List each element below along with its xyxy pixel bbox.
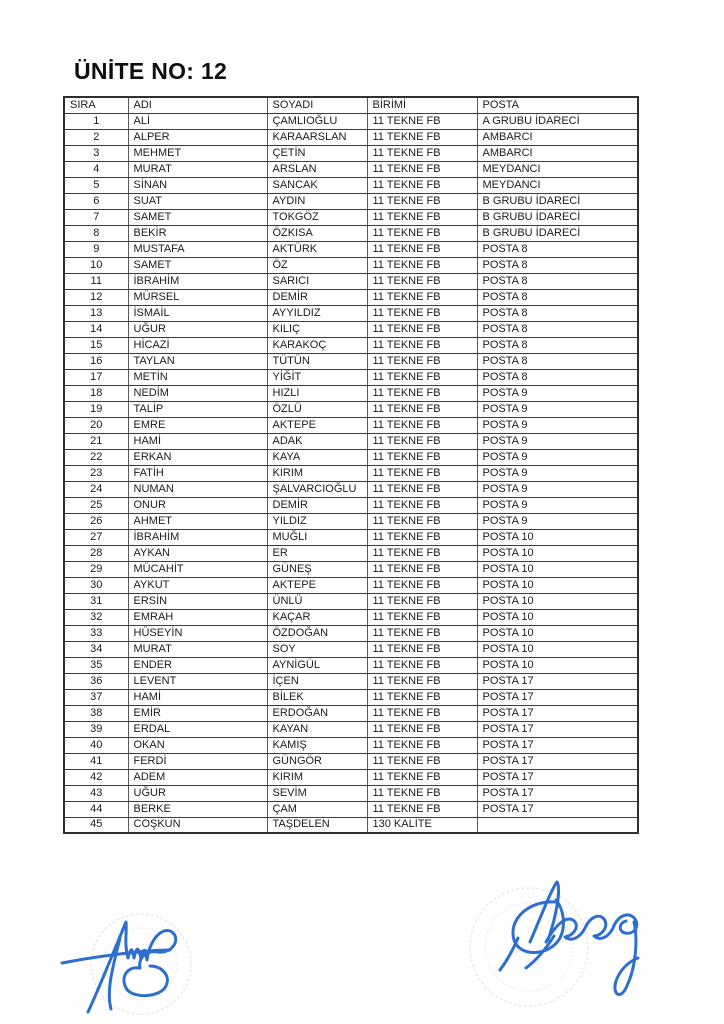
table-row	[64, 193, 638, 209]
cell-sira: 8	[64, 225, 128, 241]
column-header-birimi: BİRİMİ	[367, 97, 477, 113]
table-row	[64, 369, 638, 385]
cell-birimi: 11 TEKNE FB	[367, 753, 477, 769]
cell-adi: COŞKUN	[128, 817, 267, 833]
cell-birimi: 11 TEKNE FB	[367, 465, 477, 481]
cell-sira: 31	[64, 593, 128, 609]
cell-posta: POSTA 9	[477, 513, 638, 529]
cell-soyadi: BİLEK	[267, 689, 367, 705]
table-row	[64, 785, 638, 801]
cell-soyadi: KARAARSLAN	[267, 129, 367, 145]
cell-posta: POSTA 8	[477, 273, 638, 289]
cell-soyadi: ÖZKISA	[267, 225, 367, 241]
cell-posta: B GRUBU İDARECİ	[477, 193, 638, 209]
cell-adi: SUAT	[128, 193, 267, 209]
cell-birimi: 11 TEKNE FB	[367, 609, 477, 625]
cell-adi: HÜSEYİN	[128, 625, 267, 641]
cell-posta: POSTA 9	[477, 433, 638, 449]
cell-posta: POSTA 8	[477, 353, 638, 369]
cell-soyadi: KIRIM	[267, 465, 367, 481]
cell-adi: NUMAN	[128, 481, 267, 497]
cell-birimi: 11 TEKNE FB	[367, 561, 477, 577]
cell-sira: 7	[64, 209, 128, 225]
cell-birimi: 11 TEKNE FB	[367, 289, 477, 305]
cell-adi: EMİR	[128, 705, 267, 721]
cell-birimi: 11 TEKNE FB	[367, 625, 477, 641]
table-row	[64, 449, 638, 465]
cell-soyadi: İÇEN	[267, 673, 367, 689]
cell-birimi: 11 TEKNE FB	[367, 449, 477, 465]
cell-soyadi: YILDIZ	[267, 513, 367, 529]
cell-adi: ERKAN	[128, 449, 267, 465]
cell-soyadi: KARAKOÇ	[267, 337, 367, 353]
cell-birimi: 11 TEKNE FB	[367, 577, 477, 593]
cell-soyadi: KILIÇ	[267, 321, 367, 337]
column-header-posta: POSTA	[477, 97, 638, 113]
cell-adi: ONUR	[128, 497, 267, 513]
cell-sira: 6	[64, 193, 128, 209]
cell-soyadi: KAYA	[267, 449, 367, 465]
cell-posta: POSTA 17	[477, 721, 638, 737]
cell-sira: 29	[64, 561, 128, 577]
cell-adi: HİCAZİ	[128, 337, 267, 353]
cell-posta: MEYDANCI	[477, 177, 638, 193]
cell-birimi: 11 TEKNE FB	[367, 385, 477, 401]
cell-sira: 43	[64, 785, 128, 801]
cell-birimi: 11 TEKNE FB	[367, 497, 477, 513]
cell-birimi: 11 TEKNE FB	[367, 225, 477, 241]
cell-soyadi: ÖZ	[267, 257, 367, 273]
cell-sira: 19	[64, 401, 128, 417]
cell-soyadi: ŞALVARCIOĞLU	[267, 481, 367, 497]
table-row	[64, 593, 638, 609]
table-row	[64, 417, 638, 433]
cell-birimi: 11 TEKNE FB	[367, 529, 477, 545]
cell-soyadi: ÜNLÜ	[267, 593, 367, 609]
table-row	[64, 241, 638, 257]
table-row	[64, 161, 638, 177]
cell-posta: POSTA 10	[477, 657, 638, 673]
cell-adi: MÜCAHİT	[128, 561, 267, 577]
cell-posta: POSTA 8	[477, 337, 638, 353]
cell-posta: POSTA 17	[477, 673, 638, 689]
cell-adi: EMRE	[128, 417, 267, 433]
page-title: ÜNİTE NO: 12	[74, 58, 228, 84]
cell-sira: 1	[64, 113, 128, 129]
cell-soyadi: AKTÜRK	[267, 241, 367, 257]
table-row	[64, 513, 638, 529]
cell-sira: 26	[64, 513, 128, 529]
cell-birimi: 11 TEKNE FB	[367, 481, 477, 497]
cell-soyadi: AKTEPE	[267, 577, 367, 593]
cell-adi: AYKAN	[128, 545, 267, 561]
table-row	[64, 337, 638, 353]
cell-sira: 11	[64, 273, 128, 289]
cell-sira: 41	[64, 753, 128, 769]
cell-adi: BERKE	[128, 801, 267, 817]
cell-birimi: 11 TEKNE FB	[367, 401, 477, 417]
cell-posta: POSTA 10	[477, 577, 638, 593]
cell-soyadi: ÖZDOĞAN	[267, 625, 367, 641]
cell-birimi: 11 TEKNE FB	[367, 353, 477, 369]
table-row	[64, 753, 638, 769]
cell-posta: POSTA 9	[477, 449, 638, 465]
cell-birimi: 11 TEKNE FB	[367, 433, 477, 449]
cell-soyadi: HIZLI	[267, 385, 367, 401]
cell-soyadi: AKTEPE	[267, 417, 367, 433]
table-row	[64, 225, 638, 241]
cell-posta: POSTA 9	[477, 497, 638, 513]
table-row	[64, 113, 638, 129]
cell-adi: EMRAH	[128, 609, 267, 625]
cell-adi: ALPER	[128, 129, 267, 145]
cell-posta: POSTA 9	[477, 417, 638, 433]
cell-sira: 30	[64, 577, 128, 593]
cell-sira: 35	[64, 657, 128, 673]
cell-posta: AMBARCI	[477, 145, 638, 161]
cell-soyadi: GÜNEŞ	[267, 561, 367, 577]
cell-posta: MEYDANCI	[477, 161, 638, 177]
cell-adi: BEKİR	[128, 225, 267, 241]
cell-sira: 12	[64, 289, 128, 305]
cell-posta: POSTA 10	[477, 545, 638, 561]
table-row	[64, 289, 638, 305]
cell-soyadi: ER	[267, 545, 367, 561]
cell-soyadi: DEMİR	[267, 289, 367, 305]
table-row	[64, 273, 638, 289]
cell-soyadi: KIRIM	[267, 769, 367, 785]
cell-birimi: 11 TEKNE FB	[367, 305, 477, 321]
cell-posta: AMBARCI	[477, 129, 638, 145]
cell-soyadi: YİĞİT	[267, 369, 367, 385]
table-row	[64, 657, 638, 673]
signature-right	[468, 878, 668, 1023]
cell-sira: 39	[64, 721, 128, 737]
cell-birimi: 11 TEKNE FB	[367, 721, 477, 737]
cell-soyadi: ÇAMLIOĞLU	[267, 113, 367, 129]
table-row	[64, 385, 638, 401]
cell-adi: TAYLAN	[128, 353, 267, 369]
cell-birimi: 11 TEKNE FB	[367, 209, 477, 225]
cell-birimi: 11 TEKNE FB	[367, 673, 477, 689]
cell-sira: 10	[64, 257, 128, 273]
cell-soyadi: TAŞDELEN	[267, 817, 367, 833]
table-row	[64, 561, 638, 577]
cell-adi: FERDİ	[128, 753, 267, 769]
cell-birimi: 11 TEKNE FB	[367, 257, 477, 273]
table-row	[64, 737, 638, 753]
cell-birimi: 11 TEKNE FB	[367, 785, 477, 801]
cell-posta: POSTA 17	[477, 737, 638, 753]
cell-birimi: 130 KALİTE	[367, 817, 477, 833]
table-row	[64, 545, 638, 561]
cell-adi: SAMET	[128, 257, 267, 273]
table-header-row	[64, 97, 638, 113]
cell-posta: POSTA 8	[477, 241, 638, 257]
cell-sira: 16	[64, 353, 128, 369]
cell-posta: POSTA 9	[477, 465, 638, 481]
cell-soyadi: ADAK	[267, 433, 367, 449]
table-row	[64, 721, 638, 737]
cell-posta: POSTA 17	[477, 801, 638, 817]
roster-table	[63, 96, 639, 834]
cell-birimi: 11 TEKNE FB	[367, 417, 477, 433]
cell-birimi: 11 TEKNE FB	[367, 145, 477, 161]
signature-left	[58, 906, 188, 1016]
cell-adi: İBRAHİM	[128, 529, 267, 545]
table-row	[64, 817, 638, 833]
cell-birimi: 11 TEKNE FB	[367, 369, 477, 385]
cell-birimi: 11 TEKNE FB	[367, 801, 477, 817]
cell-adi: MÜRSEL	[128, 289, 267, 305]
cell-sira: 14	[64, 321, 128, 337]
cell-sira: 40	[64, 737, 128, 753]
table-row	[64, 433, 638, 449]
cell-posta: POSTA 9	[477, 385, 638, 401]
cell-sira: 44	[64, 801, 128, 817]
cell-posta: B GRUBU İDARECİ	[477, 225, 638, 241]
cell-adi: HAMİ	[128, 689, 267, 705]
cell-birimi: 11 TEKNE FB	[367, 273, 477, 289]
cell-adi: MURAT	[128, 641, 267, 657]
cell-soyadi: ÇAM	[267, 801, 367, 817]
cell-soyadi: GÜNGÖR	[267, 753, 367, 769]
cell-adi: LEVENT	[128, 673, 267, 689]
table-row	[64, 625, 638, 641]
table-row	[64, 641, 638, 657]
cell-soyadi: ARSLAN	[267, 161, 367, 177]
cell-soyadi: SEVİM	[267, 785, 367, 801]
cell-posta: POSTA 8	[477, 321, 638, 337]
cell-sira: 23	[64, 465, 128, 481]
table-row	[64, 465, 638, 481]
cell-sira: 2	[64, 129, 128, 145]
cell-adi: SAMET	[128, 209, 267, 225]
cell-posta: POSTA 10	[477, 625, 638, 641]
cell-adi: İSMAİL	[128, 305, 267, 321]
cell-birimi: 11 TEKNE FB	[367, 161, 477, 177]
cell-posta	[477, 817, 638, 833]
cell-birimi: 11 TEKNE FB	[367, 689, 477, 705]
cell-sira: 4	[64, 161, 128, 177]
cell-posta: POSTA 10	[477, 593, 638, 609]
cell-posta: POSTA 8	[477, 369, 638, 385]
cell-adi: MEHMET	[128, 145, 267, 161]
cell-adi: METİN	[128, 369, 267, 385]
table-row	[64, 497, 638, 513]
cell-soyadi: AYNİGÜL	[267, 657, 367, 673]
cell-adi: UĞUR	[128, 321, 267, 337]
cell-adi: ENDER	[128, 657, 267, 673]
cell-birimi: 11 TEKNE FB	[367, 593, 477, 609]
cell-birimi: 11 TEKNE FB	[367, 657, 477, 673]
cell-sira: 42	[64, 769, 128, 785]
cell-posta: POSTA 17	[477, 753, 638, 769]
cell-posta: POSTA 10	[477, 561, 638, 577]
cell-posta: POSTA 9	[477, 481, 638, 497]
cell-adi: AHMET	[128, 513, 267, 529]
column-header-adi: ADI	[128, 97, 267, 113]
cell-sira: 20	[64, 417, 128, 433]
cell-sira: 36	[64, 673, 128, 689]
cell-sira: 9	[64, 241, 128, 257]
cell-sira: 3	[64, 145, 128, 161]
table-row	[64, 529, 638, 545]
cell-birimi: 11 TEKNE FB	[367, 737, 477, 753]
cell-birimi: 11 TEKNE FB	[367, 641, 477, 657]
cell-soyadi: KAÇAR	[267, 609, 367, 625]
cell-sira: 28	[64, 545, 128, 561]
cell-posta: POSTA 17	[477, 769, 638, 785]
cell-sira: 33	[64, 625, 128, 641]
cell-adi: ERDAL	[128, 721, 267, 737]
cell-posta: POSTA 8	[477, 257, 638, 273]
cell-adi: NEDİM	[128, 385, 267, 401]
cell-sira: 21	[64, 433, 128, 449]
cell-birimi: 11 TEKNE FB	[367, 241, 477, 257]
cell-soyadi: SANCAK	[267, 177, 367, 193]
cell-adi: İBRAHİM	[128, 273, 267, 289]
cell-birimi: 11 TEKNE FB	[367, 545, 477, 561]
cell-adi: MUSTAFA	[128, 241, 267, 257]
cell-soyadi: TÜTÜN	[267, 353, 367, 369]
cell-posta: POSTA 17	[477, 785, 638, 801]
cell-posta: POSTA 10	[477, 529, 638, 545]
cell-sira: 18	[64, 385, 128, 401]
cell-soyadi: SOY	[267, 641, 367, 657]
table-row	[64, 209, 638, 225]
cell-sira: 27	[64, 529, 128, 545]
cell-adi: ERSİN	[128, 593, 267, 609]
table-body	[64, 113, 638, 833]
cell-soyadi: SARICI	[267, 273, 367, 289]
cell-birimi: 11 TEKNE FB	[367, 337, 477, 353]
cell-birimi: 11 TEKNE FB	[367, 113, 477, 129]
cell-posta: A GRUBU İDARECİ	[477, 113, 638, 129]
cell-adi: SİNAN	[128, 177, 267, 193]
table-row	[64, 353, 638, 369]
cell-soyadi: KAMIŞ	[267, 737, 367, 753]
table-row	[64, 577, 638, 593]
cell-birimi: 11 TEKNE FB	[367, 705, 477, 721]
cell-birimi: 11 TEKNE FB	[367, 193, 477, 209]
cell-posta: POSTA 8	[477, 305, 638, 321]
cell-posta: POSTA 9	[477, 401, 638, 417]
cell-sira: 45	[64, 817, 128, 833]
cell-posta: POSTA 17	[477, 705, 638, 721]
cell-soyadi: DEMİR	[267, 497, 367, 513]
column-header-sira: SIRA	[64, 97, 128, 113]
cell-adi: ADEM	[128, 769, 267, 785]
cell-birimi: 11 TEKNE FB	[367, 769, 477, 785]
cell-sira: 25	[64, 497, 128, 513]
cell-soyadi: TOKGÖZ	[267, 209, 367, 225]
table-row	[64, 705, 638, 721]
table-row	[64, 481, 638, 497]
table-row	[64, 257, 638, 273]
cell-posta: B GRUBU İDARECİ	[477, 209, 638, 225]
cell-sira: 38	[64, 705, 128, 721]
cell-birimi: 11 TEKNE FB	[367, 129, 477, 145]
column-header-soyadi: SOYADI	[267, 97, 367, 113]
cell-sira: 15	[64, 337, 128, 353]
cell-adi: AYKUT	[128, 577, 267, 593]
cell-adi: OKAN	[128, 737, 267, 753]
cell-soyadi: AYDIN	[267, 193, 367, 209]
cell-adi: TALİP	[128, 401, 267, 417]
table-row	[64, 609, 638, 625]
table-row	[64, 129, 638, 145]
cell-soyadi: ÇETİN	[267, 145, 367, 161]
cell-soyadi: KAYAN	[267, 721, 367, 737]
cell-sira: 17	[64, 369, 128, 385]
cell-sira: 37	[64, 689, 128, 705]
table-row	[64, 769, 638, 785]
cell-adi: ALİ	[128, 113, 267, 129]
cell-posta: POSTA 8	[477, 289, 638, 305]
cell-sira: 34	[64, 641, 128, 657]
cell-birimi: 11 TEKNE FB	[367, 177, 477, 193]
table-row	[64, 689, 638, 705]
cell-sira: 22	[64, 449, 128, 465]
cell-sira: 5	[64, 177, 128, 193]
cell-birimi: 11 TEKNE FB	[367, 513, 477, 529]
cell-adi: UĞUR	[128, 785, 267, 801]
table-row	[64, 145, 638, 161]
cell-soyadi: ÖZLÜ	[267, 401, 367, 417]
table-row	[64, 305, 638, 321]
cell-adi: HAMİ	[128, 433, 267, 449]
cell-adi: MURAT	[128, 161, 267, 177]
cell-soyadi: ERDOĞAN	[267, 705, 367, 721]
cell-adi: FATİH	[128, 465, 267, 481]
table-row	[64, 801, 638, 817]
table-row	[64, 673, 638, 689]
cell-birimi: 11 TEKNE FB	[367, 321, 477, 337]
cell-soyadi: MUĞLI	[267, 529, 367, 545]
cell-posta: POSTA 17	[477, 689, 638, 705]
cell-sira: 32	[64, 609, 128, 625]
cell-posta: POSTA 10	[477, 641, 638, 657]
cell-sira: 13	[64, 305, 128, 321]
cell-posta: POSTA 10	[477, 609, 638, 625]
cell-sira: 24	[64, 481, 128, 497]
table-row	[64, 401, 638, 417]
table-row	[64, 321, 638, 337]
cell-soyadi: AYYILDIZ	[267, 305, 367, 321]
table-row	[64, 177, 638, 193]
